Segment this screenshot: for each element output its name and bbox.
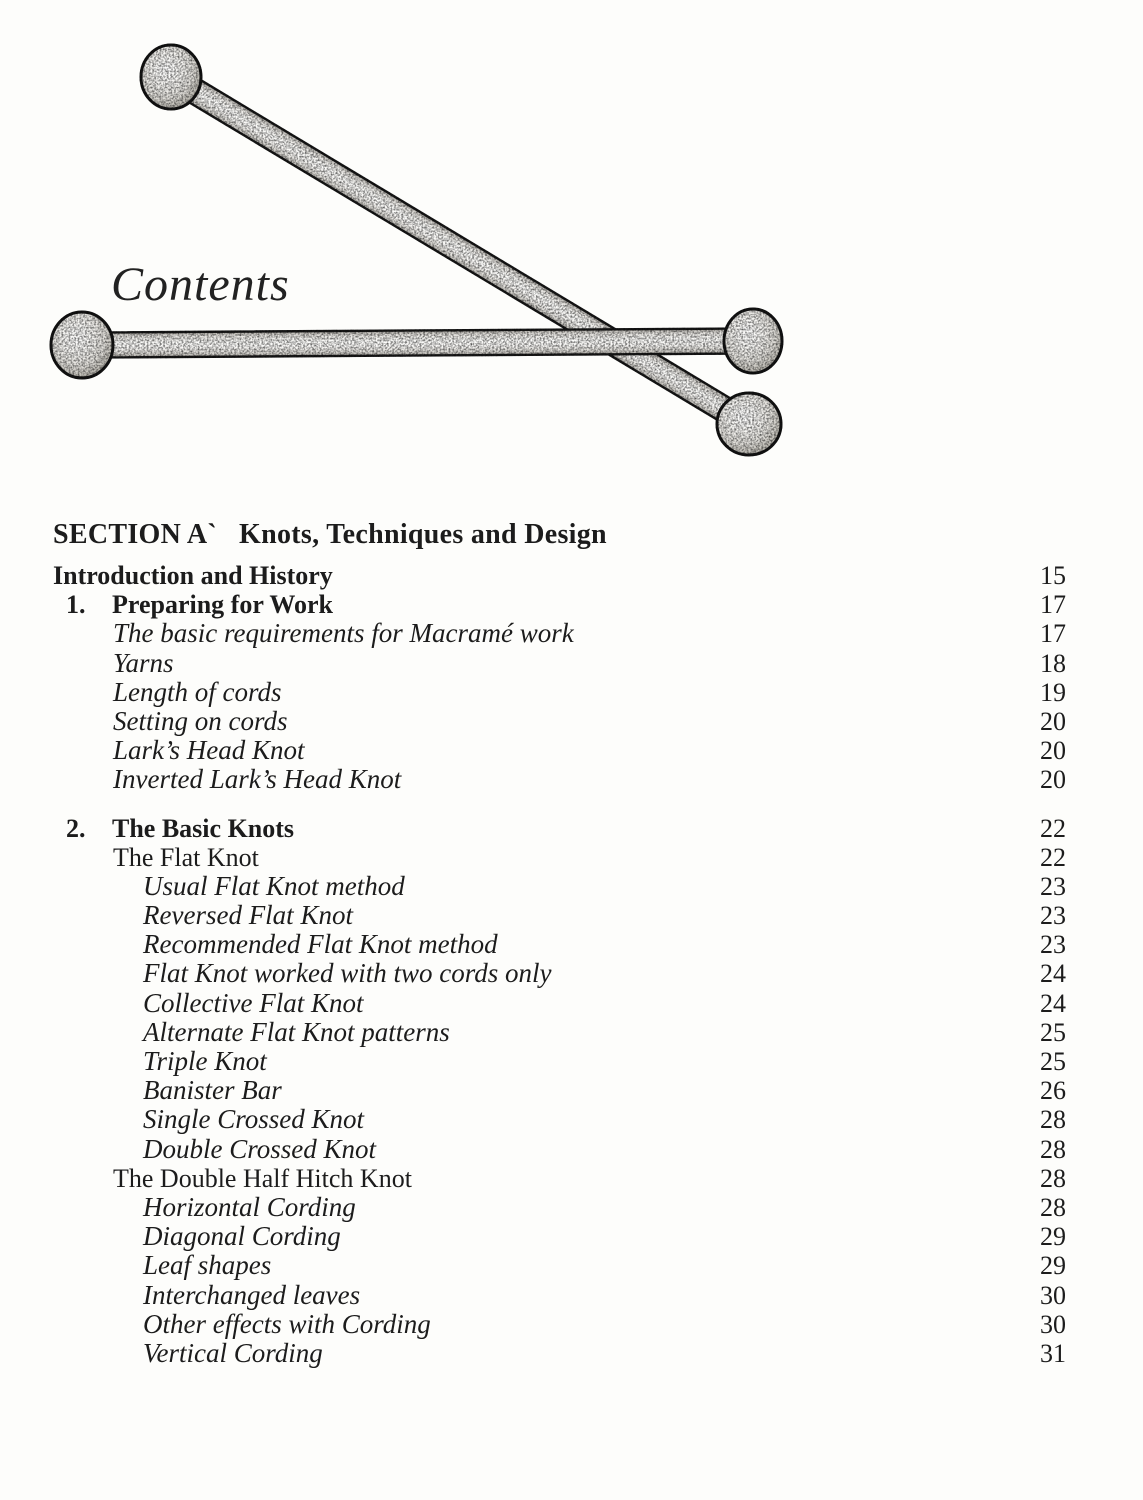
- crossed-rods-illustration: [0, 0, 1143, 470]
- toc-entry-label: Vertical Cording: [143, 1337, 323, 1368]
- toc-page-number: 22: [1040, 813, 1066, 843]
- toc-page-number: 24: [1040, 988, 1066, 1018]
- toc-entry-label: Lark’s Head Knot: [113, 735, 305, 766]
- toc-entry-label: The Double Half Hitch Knot: [113, 1163, 412, 1193]
- toc-row: [53, 989, 1066, 1018]
- diagonal-rod: [141, 45, 781, 455]
- toc-page-number: 30: [1040, 1309, 1066, 1339]
- toc-entry-label: Preparing for Work: [112, 590, 333, 620]
- toc-row: [53, 1076, 1066, 1105]
- toc-page-number: 30: [1040, 1280, 1066, 1310]
- toc-page-number: 25: [1040, 1047, 1066, 1076]
- toc-row: [53, 1047, 1066, 1076]
- toc-row: [53, 959, 1066, 988]
- toc-row: [53, 872, 1066, 901]
- toc-page-number: 26: [1040, 1076, 1066, 1106]
- toc-row: [53, 1193, 1066, 1222]
- toc-row: [53, 1135, 1066, 1164]
- toc-page-number: 29: [1040, 1222, 1066, 1252]
- toc-page-number: 24: [1040, 959, 1066, 989]
- toc-row: [53, 814, 1066, 843]
- toc-page-number: 15: [1040, 561, 1066, 590]
- toc-page-number: 19: [1040, 677, 1066, 707]
- toc-page-number: 22: [1040, 842, 1066, 872]
- rod-knob-top-left: [141, 45, 201, 109]
- toc-page-number: 17: [1040, 619, 1066, 649]
- toc-entry-label: Inverted Lark’s Head Knot: [113, 764, 402, 795]
- toc-entry-label: Flat Knot worked with two cords only: [143, 958, 552, 989]
- toc-entry-label: Banister Bar: [143, 1075, 282, 1106]
- rod-knob-bottom-right: [717, 393, 781, 455]
- toc-entry-label: Setting on cords: [113, 705, 288, 736]
- toc-entry-label: Length of cords: [113, 676, 282, 707]
- toc-row: [53, 1339, 1066, 1368]
- toc-page-number: 28: [1040, 1134, 1066, 1164]
- toc-entry-label: Collective Flat Knot: [143, 987, 364, 1018]
- toc-entry-label: Leaf shapes: [143, 1250, 272, 1281]
- toc-row: [53, 1310, 1066, 1339]
- toc-entry-label: The Basic Knots: [112, 813, 295, 843]
- toc-row: [53, 736, 1066, 765]
- toc-entry-label: Interchanged leaves: [143, 1279, 361, 1310]
- toc-page-number: 28: [1040, 1163, 1066, 1193]
- toc-entry-label: The basic requirements for Macramé work: [113, 618, 574, 649]
- toc-row: [53, 843, 1066, 872]
- toc-page-number: 31: [1040, 1338, 1066, 1368]
- toc-entry-label: Double Crossed Knot: [143, 1133, 377, 1164]
- table-of-contents: [53, 561, 1066, 1368]
- toc-row: [53, 678, 1066, 707]
- toc-row: [53, 1251, 1066, 1280]
- toc-page-number: 18: [1040, 648, 1066, 678]
- toc-entry-label: Reversed Flat Knot: [143, 900, 353, 931]
- toc-page-number: 23: [1040, 871, 1066, 901]
- toc-row: [53, 1222, 1066, 1251]
- toc-entry-label: Diagonal Cording: [143, 1221, 341, 1252]
- toc-page-number: 25: [1040, 1017, 1066, 1047]
- toc-page-number: 17: [1040, 590, 1066, 620]
- toc-row: [53, 590, 1066, 619]
- section-heading: [53, 519, 607, 551]
- toc-row: [53, 707, 1066, 736]
- toc-entry-label: The Flat Knot: [113, 842, 259, 872]
- toc-entry-number: 2.: [66, 813, 86, 843]
- toc-entry-label: Other effects with Cording: [143, 1308, 431, 1339]
- toc-row: [53, 765, 1066, 794]
- toc-entry-number: 1.: [66, 590, 86, 620]
- toc-page-number: 20: [1040, 765, 1066, 795]
- toc-page-number: 29: [1040, 1251, 1066, 1281]
- section-label: SECTION A`: [53, 519, 218, 550]
- page-title: Contents: [111, 258, 290, 311]
- toc-row: [53, 1281, 1066, 1310]
- toc-page-number: 20: [1040, 706, 1066, 736]
- toc-row: [53, 619, 1066, 648]
- toc-page-number: 23: [1040, 901, 1066, 931]
- toc-row: [53, 649, 1066, 678]
- toc-row: [53, 561, 1066, 590]
- toc-entry-label: Usual Flat Knot method: [143, 870, 405, 901]
- toc-entry-label: Alternate Flat Knot patterns: [143, 1016, 450, 1047]
- toc-page-number: 20: [1040, 736, 1066, 766]
- toc-row: [53, 901, 1066, 930]
- toc-page-number: 28: [1040, 1105, 1066, 1135]
- toc-row: [53, 930, 1066, 959]
- toc-page-number: 23: [1040, 930, 1066, 960]
- toc-entry-label: Triple Knot: [143, 1046, 267, 1076]
- toc-page-number: 28: [1040, 1192, 1066, 1222]
- toc-row: [53, 1105, 1066, 1134]
- toc-row: [53, 1018, 1066, 1047]
- rod-knob-right: [724, 309, 782, 373]
- toc-row: [53, 1164, 1066, 1193]
- toc-entry-label: Yarns: [113, 647, 174, 678]
- toc-entry-label: Horizontal Cording: [143, 1191, 356, 1222]
- toc-entry-label: Single Crossed Knot: [143, 1104, 365, 1135]
- toc-entry-label: Recommended Flat Knot method: [143, 929, 498, 960]
- rod-knob-left: [51, 312, 113, 378]
- section-title: Knots, Techniques and Design: [239, 519, 607, 550]
- toc-entry-label: Introduction and History: [53, 561, 333, 590]
